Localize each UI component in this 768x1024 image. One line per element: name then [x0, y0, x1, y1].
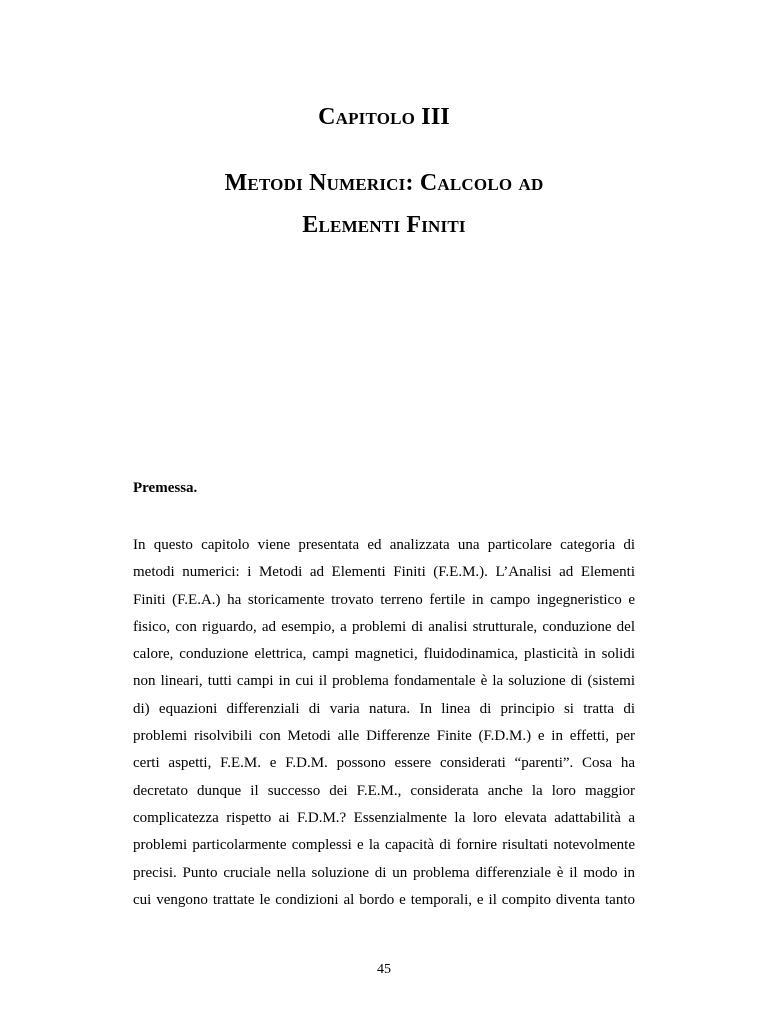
paragraph-line: calore, conduzione elettrica, campi magnetici, fluidodinamica, plasticità in solidi [133, 646, 635, 663]
chapter-title-line-1: Metodi Numerici: Calcolo ad [224, 170, 544, 196]
paragraph-line: decretato dunque il successo dei F.E.M., considerata anche la loro maggior [133, 782, 635, 799]
paragraph-line: In questo capitolo viene presentata ed analizzata una particolare categoria di [133, 537, 635, 553]
paragraph-line: fisico, con riguardo, ad esempio, a problemi di analisi strutturale, conduzione del [133, 618, 635, 635]
chapter-title-line-2: Elementi Finiti [302, 212, 466, 238]
section-heading: Premessa. [133, 480, 198, 496]
paragraph-line: di) equazioni differenziali di varia natura. In linea di principio si tratta di [133, 700, 635, 717]
paragraph-line: problemi particolarmente complessi e la capacità di fornire risultati notevolmente [133, 837, 635, 854]
paragraph-line: certi aspetti, F.E.M. e F.D.M. possono essere considerati “parenti”. Cosa ha [133, 755, 635, 772]
paragraph-line: metodi numerici: i Metodi ad Elementi Finiti (F.E.M.). L’Analisi ad Elementi [133, 564, 635, 581]
paragraph-line: Finiti (F.E.A.) ha storicamente trovato terreno fertile in campo ingegneristico e [133, 591, 635, 608]
paragraph-line: problemi risolvibili con Metodi alle Differenze Finite (F.D.M.) e in effetti, per [133, 728, 635, 745]
chapter-label: Capitolo III [318, 104, 450, 130]
paragraph-line: cui vengono trattate le condizioni al bordo e temporali, e il compito diventa tanto [133, 891, 635, 908]
page-number: 45 [377, 962, 391, 977]
paragraph-line: precisi. Punto cruciale nella soluzione di un problema differenziale è il modo in [133, 864, 635, 881]
paragraph-line: complicatezza rispetto ai F.D.M.? Essenzialmente la loro elevata adattabilità a [133, 809, 635, 826]
paragraph-line: non lineari, tutti campi in cui il problema fondamentale è la soluzione di (sistemi [133, 673, 635, 690]
body-paragraph [133, 535, 635, 917]
